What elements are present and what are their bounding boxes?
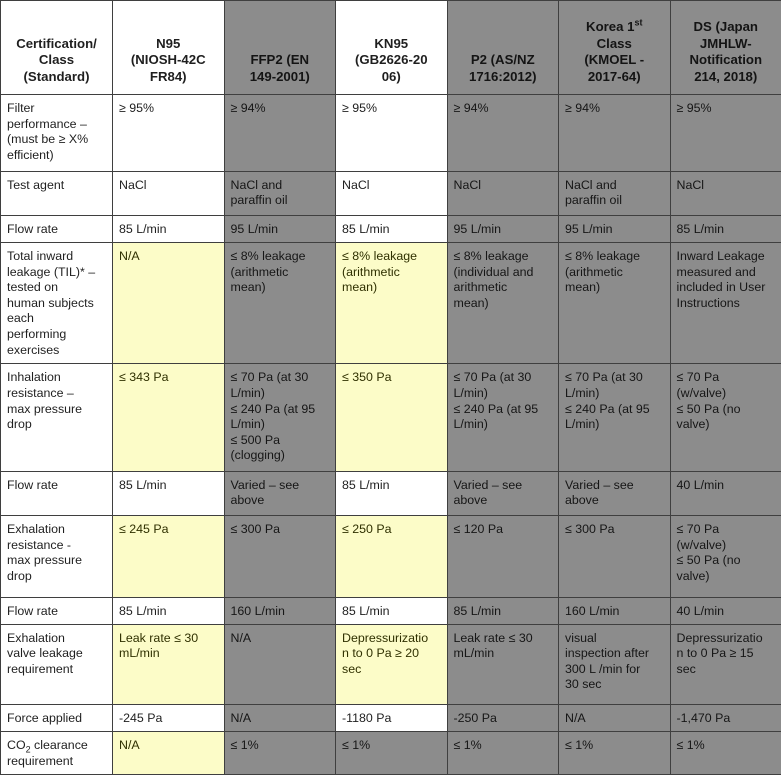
cell-ffp2: ≤ 8% leakage (arithmetic mean) <box>224 243 336 364</box>
cell-ffp2: ≤ 300 Pa <box>224 515 336 597</box>
cell-p2: ≤ 70 Pa (at 30 L/min) ≤ 240 Pa (at 95 L/min) <box>447 364 559 471</box>
cell-korea-1st-class: ≤ 300 Pa <box>559 515 671 597</box>
row-test-agent <box>1 171 781 215</box>
row-label: $CO_2$ clearance requirement <box>1 732 113 775</box>
cell-n95: ≤ 343 Pa <box>113 364 225 471</box>
header-korea-1st-class: Korea 1st Class (KMOEL - 2017-64) <box>559 1 671 95</box>
cell-kn95: NaCl <box>336 171 448 215</box>
cell-p2: ≤ 8% leakage (individual and arithmetic mean) <box>447 243 559 364</box>
cell-n95: 85 L/min <box>113 471 225 515</box>
row-flow-rate-filter <box>1 216 781 243</box>
cell-ffp2: 160 L/min <box>224 597 336 624</box>
cell-ds-japan: ≥ 95% <box>670 95 781 172</box>
cell-ds-japan: 85 L/min <box>670 216 781 243</box>
cell-korea-1st-class: Varied – see above <box>559 471 671 515</box>
cell-ffp2: ≤ 70 Pa (at 30 L/min) ≤ 240 Pa (at 95 L/min) ≤ 500 Pa (clogging) <box>224 364 336 471</box>
row-label: Exhalation resistance - max pressure drop <box>1 515 113 597</box>
cell-ffp2: 95 L/min <box>224 216 336 243</box>
cell-n95: -245 Pa <box>113 705 225 732</box>
row-label: Filter performance – (must be ≥ X% efficient) <box>1 95 113 172</box>
row-force-applied <box>1 705 781 732</box>
row-total-inward-leakage <box>1 243 781 364</box>
row-exhalation-resistance <box>1 515 781 597</box>
cell-korea-1st-class: visual inspection after 300 L /min for 30 sec <box>559 624 671 705</box>
cell-korea-1st-class: 160 L/min <box>559 597 671 624</box>
row-label: Flow rate <box>1 216 113 243</box>
cell-kn95: 85 L/min <box>336 597 448 624</box>
cell-ds-japan: Inward Leakage measured and included in User Instructions <box>670 243 781 364</box>
row-flow-rate-inhalation <box>1 471 781 515</box>
cell-ds-japan: ≤ 1% <box>670 732 781 775</box>
cell-n95: 85 L/min <box>113 216 225 243</box>
cell-ds-japan: 40 L/min <box>670 471 781 515</box>
header-n95: N95 (NIOSH-42C FR84) <box>113 1 225 95</box>
row-label: Force applied <box>1 705 113 732</box>
row-flow-rate-exhalation <box>1 597 781 624</box>
header-row <box>1 1 781 95</box>
header-certification-class: Certification/ Class (Standard) <box>1 1 113 95</box>
cell-korea-1st-class: ≤ 1% <box>559 732 671 775</box>
row-label: Test agent <box>1 171 113 215</box>
header-p2: P2 (AS/NZ 1716:2012) <box>447 1 559 95</box>
row-exhalation-valve-leakage <box>1 624 781 705</box>
cell-kn95: ≤ 250 Pa <box>336 515 448 597</box>
cell-p2: Varied – see above <box>447 471 559 515</box>
cell-p2: Leak rate ≤ 30 mL/min <box>447 624 559 705</box>
cell-ds-japan: 40 L/min <box>670 597 781 624</box>
row-label: Exhalation valve leakage requirement <box>1 624 113 705</box>
cell-p2: -250 Pa <box>447 705 559 732</box>
cell-ds-japan: ≤ 70 Pa (w/valve) ≤ 50 Pa (no valve) <box>670 515 781 597</box>
cell-n95: N/A <box>113 732 225 775</box>
header-ffp2: FFP2 (EN 149-2001) <box>224 1 336 95</box>
cell-kn95: ≤ 8% leakage (arithmetic mean) <box>336 243 448 364</box>
cell-n95: ≤ 245 Pa <box>113 515 225 597</box>
cell-n95: ≥ 95% <box>113 95 225 172</box>
row-filter-performance <box>1 95 781 172</box>
cell-n95: N/A <box>113 243 225 364</box>
row-label: Total inward leakage (TIL)* – tested on human subjects each performing exercises <box>1 243 113 364</box>
cell-ds-japan: ≤ 70 Pa (w/valve) ≤ 50 Pa (no valve) <box>670 364 781 471</box>
cell-kn95: -1180 Pa <box>336 705 448 732</box>
cell-ffp2: N/A <box>224 705 336 732</box>
cell-korea-1st-class: NaCl and paraffin oil <box>559 171 671 215</box>
cell-korea-1st-class: ≥ 94% <box>559 95 671 172</box>
cell-p2: ≤ 1% <box>447 732 559 775</box>
row-label: Flow rate <box>1 471 113 515</box>
cell-kn95: ≤ 350 Pa <box>336 364 448 471</box>
cell-ds-japan: Depressurizatio n to 0 Pa ≥ 15 sec <box>670 624 781 705</box>
cell-ffp2: ≤ 1% <box>224 732 336 775</box>
cell-ffp2: NaCl and paraffin oil <box>224 171 336 215</box>
cell-ds-japan: NaCl <box>670 171 781 215</box>
cell-ffp2: Varied – see above <box>224 471 336 515</box>
cell-korea-1st-class: ≤ 70 Pa (at 30 L/min) ≤ 240 Pa (at 95 L/min) <box>559 364 671 471</box>
header-kn95: KN95 (GB2626-20 06) <box>336 1 448 95</box>
cell-ffp2: N/A <box>224 624 336 705</box>
cell-korea-1st-class: 95 L/min <box>559 216 671 243</box>
cell-korea-1st-class: ≤ 8% leakage (arithmetic mean) <box>559 243 671 364</box>
cell-p2: 85 L/min <box>447 597 559 624</box>
row-label: Inhalation resistance – max pressure drop <box>1 364 113 471</box>
cell-n95: 85 L/min <box>113 597 225 624</box>
row-label: Flow rate <box>1 597 113 624</box>
cell-ffp2: ≥ 94% <box>224 95 336 172</box>
row-inhalation-resistance <box>1 364 781 471</box>
header-ds-japan: DS (Japan JMHLW- Notification 214, 2018) <box>670 1 781 95</box>
cell-n95: NaCl <box>113 171 225 215</box>
cell-kn95: ≥ 95% <box>336 95 448 172</box>
cell-p2: ≥ 94% <box>447 95 559 172</box>
cell-n95: Leak rate ≤ 30 mL/min <box>113 624 225 705</box>
cell-kn95: 85 L/min <box>336 216 448 243</box>
cell-p2: 95 L/min <box>447 216 559 243</box>
cell-kn95: ≤ 1% <box>336 732 448 775</box>
cell-kn95: 85 L/min <box>336 471 448 515</box>
cell-p2: ≤ 120 Pa <box>447 515 559 597</box>
row-co2-clearance <box>1 732 781 775</box>
cell-kn95: Depressurizatio n to 0 Pa ≥ 20 sec <box>336 624 448 705</box>
cell-p2: NaCl <box>447 171 559 215</box>
cell-korea-1st-class: N/A <box>559 705 671 732</box>
cell-ds-japan: -1,470 Pa <box>670 705 781 732</box>
